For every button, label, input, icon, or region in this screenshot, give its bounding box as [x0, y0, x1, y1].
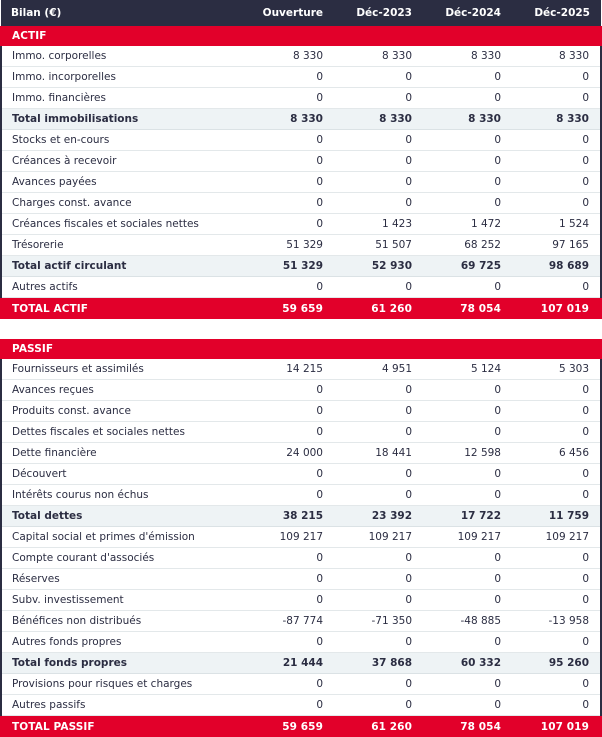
table-row-value-3: 0	[423, 674, 512, 695]
grand-total-row-actif-value-1: 59 659	[245, 298, 334, 320]
table-row-value-3: 0	[423, 569, 512, 590]
table-row-value-4: 0	[512, 674, 601, 695]
subtotal-row-value-3: 17 722	[423, 506, 512, 527]
table-row-value-2: 0	[334, 485, 423, 506]
subtotal-row-value-4: 95 260	[512, 653, 601, 674]
subtotal-row-value-3: 8 330	[423, 109, 512, 130]
table-row-value-2: 0	[334, 422, 423, 443]
table-row-value-1: 0	[245, 88, 334, 109]
table-row-value-1: 0	[245, 632, 334, 653]
table-row-value-4: 0	[512, 277, 601, 298]
table-row	[1, 277, 601, 298]
table-row-value-2: 0	[334, 88, 423, 109]
subtotal-row	[1, 506, 601, 527]
section-banner-actif-value-2	[334, 26, 423, 46]
subtotal-row	[1, 109, 601, 130]
table-row	[1, 214, 601, 235]
section-banner-actif-value-3	[423, 26, 512, 46]
table-row-value-1: 0	[245, 674, 334, 695]
subtotal-row-label: Total actif circulant	[1, 256, 245, 277]
grand-total-row-actif-value-2: 61 260	[334, 298, 423, 320]
table-row-value-4: 0	[512, 632, 601, 653]
subtotal-row-value-2: 52 930	[334, 256, 423, 277]
table-body	[1, 26, 601, 737]
table-row-label: Immo. incorporelles	[1, 67, 245, 88]
table-header	[1, 0, 601, 26]
table-row-value-1: 14 215	[245, 359, 334, 380]
column-header-ouverture: Ouverture	[245, 0, 334, 26]
table-row-label: Autres fonds propres	[1, 632, 245, 653]
grand-total-row-actif-value-3: 78 054	[423, 298, 512, 320]
table-row-label: Dettes fiscales et sociales nettes	[1, 422, 245, 443]
table-row-value-1: 0	[245, 130, 334, 151]
table-row-label: Trésorerie	[1, 235, 245, 256]
table-row-value-1: 0	[245, 214, 334, 235]
table-row-value-1: 0	[245, 548, 334, 569]
table-row-label: Subv. investissement	[1, 590, 245, 611]
table-row-value-4: 0	[512, 401, 601, 422]
grand-total-row-passif-value-4: 107 019	[512, 716, 601, 737]
subtotal-row-value-1: 51 329	[245, 256, 334, 277]
table-row-label: Bénéfices non distribués	[1, 611, 245, 632]
table-row-label: Capital social et primes d'émission	[1, 527, 245, 548]
table-row-value-4: 0	[512, 193, 601, 214]
subtotal-row-value-3: 69 725	[423, 256, 512, 277]
table-row-value-2: 0	[334, 548, 423, 569]
table-row	[1, 590, 601, 611]
table-row	[1, 611, 601, 632]
table-row-value-1: 0	[245, 569, 334, 590]
section-banner-passif-value-2	[334, 339, 423, 359]
table-row	[1, 632, 601, 653]
subtotal-row-value-2: 8 330	[334, 109, 423, 130]
table-row-value-3: 0	[423, 695, 512, 716]
table-row-label: Avances reçues	[1, 380, 245, 401]
table-row-value-4: 97 165	[512, 235, 601, 256]
table-row-value-4: -13 958	[512, 611, 601, 632]
table-row-value-3: 0	[423, 632, 512, 653]
section-banner-passif-value-1	[245, 339, 334, 359]
table-row-label: Intérêts courus non échus	[1, 485, 245, 506]
table-row-label: Produits const. avance	[1, 401, 245, 422]
table-row-value-2: 0	[334, 401, 423, 422]
table-row-value-1: 0	[245, 485, 334, 506]
table-row-value-3: 0	[423, 380, 512, 401]
table-row-value-3: 0	[423, 67, 512, 88]
table-row-label: Créances fiscales et sociales nettes	[1, 214, 245, 235]
table-row-value-1: 0	[245, 67, 334, 88]
table-row-value-3: 0	[423, 277, 512, 298]
table-row-value-4: 5 303	[512, 359, 601, 380]
section-banner-actif	[1, 26, 601, 46]
table-row	[1, 443, 601, 464]
table-row-value-2: 0	[334, 464, 423, 485]
table-row-value-4: 0	[512, 67, 601, 88]
table-row	[1, 130, 601, 151]
column-header-dec2024: Déc-2024	[423, 0, 512, 26]
table-row-value-4: 0	[512, 548, 601, 569]
table-row-value-1: 24 000	[245, 443, 334, 464]
table-row-value-3: 0	[423, 401, 512, 422]
table-row-label: Dette financière	[1, 443, 245, 464]
table-row-value-3: 0	[423, 548, 512, 569]
table-row	[1, 548, 601, 569]
table-row-value-1: 0	[245, 422, 334, 443]
table-row-label: Stocks et en-cours	[1, 130, 245, 151]
subtotal-row-value-1: 21 444	[245, 653, 334, 674]
table-row-value-4: 8 330	[512, 46, 601, 67]
table-row-value-2: 0	[334, 151, 423, 172]
table-row-value-2: 0	[334, 674, 423, 695]
table-row	[1, 88, 601, 109]
table-row-label: Découvert	[1, 464, 245, 485]
table-row	[1, 464, 601, 485]
grand-total-row-actif	[1, 298, 601, 320]
table-row-value-3: 68 252	[423, 235, 512, 256]
table-row-value-1: -87 774	[245, 611, 334, 632]
table-row-value-2: 18 441	[334, 443, 423, 464]
table-row-value-1: 0	[245, 695, 334, 716]
subtotal-row-value-4: 11 759	[512, 506, 601, 527]
subtotal-row-value-4: 98 689	[512, 256, 601, 277]
table-row-label: Autres actifs	[1, 277, 245, 298]
grand-total-row-actif-value-4: 107 019	[512, 298, 601, 320]
table-row-value-2: 1 423	[334, 214, 423, 235]
table-row-value-3: 0	[423, 130, 512, 151]
table-row	[1, 172, 601, 193]
section-banner-actif-label: ACTIF	[1, 26, 245, 46]
table-row-label: Fournisseurs et assimilés	[1, 359, 245, 380]
table-row-value-4: 0	[512, 422, 601, 443]
section-banner-actif-value-4	[512, 26, 601, 46]
table-row-value-2: 0	[334, 695, 423, 716]
subtotal-row-value-3: 60 332	[423, 653, 512, 674]
section-banner-passif-value-4	[512, 339, 601, 359]
section-banner-passif	[1, 339, 601, 359]
table-row	[1, 674, 601, 695]
table-row-label: Immo. financières	[1, 88, 245, 109]
grand-total-row-passif-label: TOTAL PASSIF	[1, 716, 245, 737]
table-row-value-1: 0	[245, 590, 334, 611]
table-row-label: Réserves	[1, 569, 245, 590]
table-row	[1, 569, 601, 590]
table-row-value-1: 0	[245, 380, 334, 401]
table-row-value-3: 0	[423, 485, 512, 506]
subtotal-row	[1, 653, 601, 674]
subtotal-row-label: Total immobilisations	[1, 109, 245, 130]
column-header-dec2023: Déc-2023	[334, 0, 423, 26]
table-row-value-3: 109 217	[423, 527, 512, 548]
table-row-value-3: 8 330	[423, 46, 512, 67]
table-row	[1, 46, 601, 67]
table-row-value-3: 5 124	[423, 359, 512, 380]
subtotal-row-label: Total dettes	[1, 506, 245, 527]
table-row-value-3: 12 598	[423, 443, 512, 464]
table-row-value-4: 0	[512, 695, 601, 716]
grand-total-row-passif	[1, 716, 601, 737]
table-row	[1, 193, 601, 214]
table-row	[1, 380, 601, 401]
section-banner-actif-value-1	[245, 26, 334, 46]
table-row-value-4: 0	[512, 569, 601, 590]
subtotal-row-value-1: 38 215	[245, 506, 334, 527]
column-header-label: Bilan (€)	[1, 0, 245, 26]
table-row-value-4: 0	[512, 151, 601, 172]
subtotal-row-value-4: 8 330	[512, 109, 601, 130]
header-row	[1, 0, 601, 26]
table-row-label: Autres passifs	[1, 695, 245, 716]
grand-total-row-passif-value-3: 78 054	[423, 716, 512, 737]
table-row-value-4: 0	[512, 590, 601, 611]
table-row-value-1: 0	[245, 151, 334, 172]
table-row-value-3: 0	[423, 151, 512, 172]
grand-total-row-actif-label: TOTAL ACTIF	[1, 298, 245, 320]
table-row-value-3: -48 885	[423, 611, 512, 632]
table-row-value-3: 0	[423, 590, 512, 611]
table-row-value-1: 0	[245, 193, 334, 214]
table-row-value-4: 0	[512, 172, 601, 193]
table-row-value-4: 0	[512, 485, 601, 506]
table-row-value-1: 51 329	[245, 235, 334, 256]
table-row-value-4: 0	[512, 380, 601, 401]
table-row-value-2: 0	[334, 569, 423, 590]
table-row-value-2: -71 350	[334, 611, 423, 632]
grand-total-row-passif-value-1: 59 659	[245, 716, 334, 737]
table-row-value-3: 0	[423, 422, 512, 443]
table-row-value-2: 0	[334, 172, 423, 193]
table-row-value-2: 0	[334, 67, 423, 88]
table-row-label: Charges const. avance	[1, 193, 245, 214]
table-row-value-4: 1 524	[512, 214, 601, 235]
table-row-value-1: 0	[245, 277, 334, 298]
table-row-value-4: 0	[512, 464, 601, 485]
table-row-value-3: 0	[423, 464, 512, 485]
table-row	[1, 151, 601, 172]
table-row-value-2: 8 330	[334, 46, 423, 67]
table-row-value-1: 0	[245, 172, 334, 193]
table-row-label: Immo. corporelles	[1, 46, 245, 67]
table-row-value-1: 8 330	[245, 46, 334, 67]
table-row-label: Compte courant d'associés	[1, 548, 245, 569]
table-row-value-2: 0	[334, 590, 423, 611]
table-row-value-2: 51 507	[334, 235, 423, 256]
table-row-value-1: 109 217	[245, 527, 334, 548]
table-row-value-2: 0	[334, 277, 423, 298]
table-row-value-3: 0	[423, 172, 512, 193]
table-row	[1, 527, 601, 548]
table-row-value-4: 6 456	[512, 443, 601, 464]
subtotal-row-label: Total fonds propres	[1, 653, 245, 674]
section-spacer-cell	[1, 319, 601, 339]
table-row	[1, 485, 601, 506]
table-row	[1, 359, 601, 380]
table-row	[1, 235, 601, 256]
table-row-value-2: 0	[334, 130, 423, 151]
table-row	[1, 695, 601, 716]
table-row-value-3: 0	[423, 193, 512, 214]
table-row-value-4: 0	[512, 130, 601, 151]
table-row	[1, 67, 601, 88]
table-row-value-1: 0	[245, 401, 334, 422]
table-row-value-2: 0	[334, 193, 423, 214]
subtotal-row-value-2: 23 392	[334, 506, 423, 527]
table-row-value-2: 109 217	[334, 527, 423, 548]
table-row-value-1: 0	[245, 464, 334, 485]
table-row-label: Avances payées	[1, 172, 245, 193]
table-row	[1, 422, 601, 443]
table-row-value-4: 109 217	[512, 527, 601, 548]
table-row-value-2: 0	[334, 632, 423, 653]
section-banner-passif-label: PASSIF	[1, 339, 245, 359]
subtotal-row	[1, 256, 601, 277]
column-header-dec2025: Déc-2025	[512, 0, 601, 26]
table-row-value-2: 4 951	[334, 359, 423, 380]
section-spacer	[1, 319, 601, 339]
table-row-value-2: 0	[334, 380, 423, 401]
table-row-label: Créances à recevoir	[1, 151, 245, 172]
grand-total-row-passif-value-2: 61 260	[334, 716, 423, 737]
section-banner-passif-value-3	[423, 339, 512, 359]
table-row-value-4: 0	[512, 88, 601, 109]
table-row-value-3: 0	[423, 88, 512, 109]
table-row-value-3: 1 472	[423, 214, 512, 235]
subtotal-row-value-1: 8 330	[245, 109, 334, 130]
subtotal-row-value-2: 37 868	[334, 653, 423, 674]
table-row-label: Provisions pour risques et charges	[1, 674, 245, 695]
table-row	[1, 401, 601, 422]
